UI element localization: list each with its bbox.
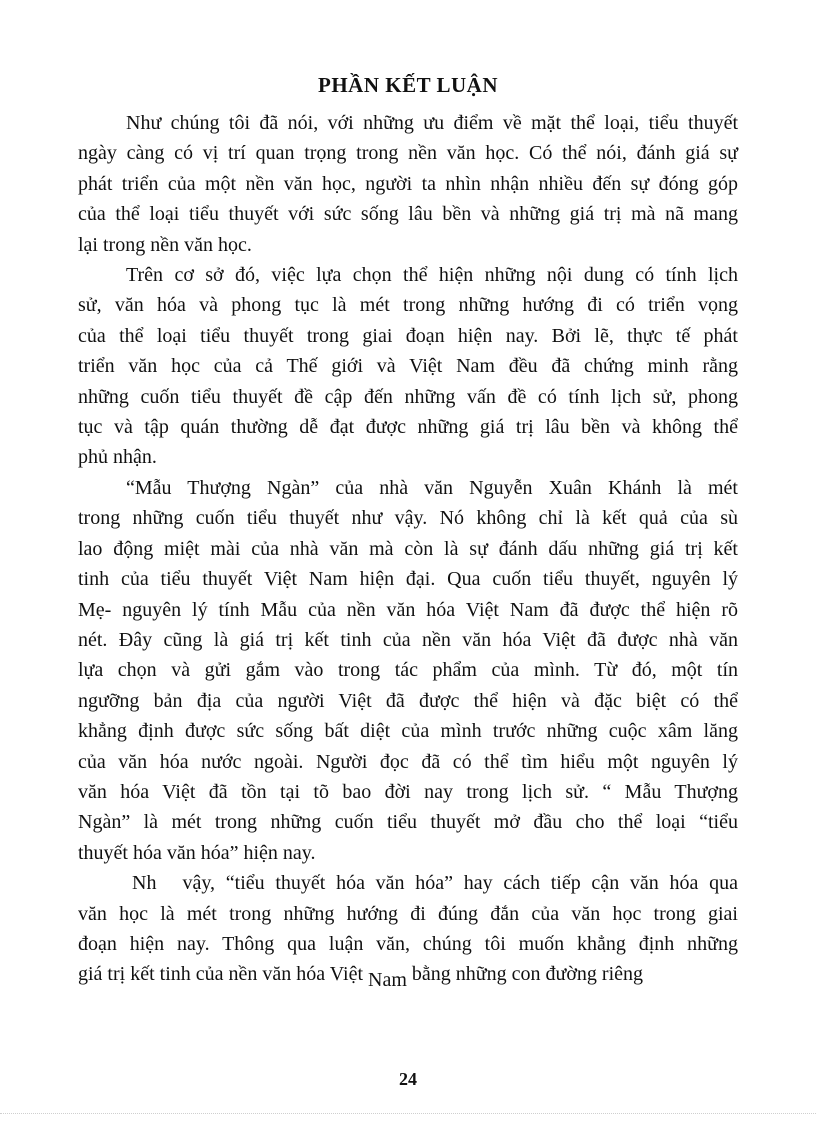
- text-line: lựa chọn và gửi gắm vào trong tác phẩm của mình. Từ đó, một tín: [78, 659, 738, 682]
- text-line: phát triển của một nền văn học, người ta nhìn nhận nhiều đến sự đóng góp: [78, 172, 738, 195]
- text-line: Như chúng tôi đã nói, với những ưu điểm về mặt thể loại, tiểu thuyết: [126, 112, 738, 134]
- text-line: văn hóa Việt đã tồn tại tõ bao đời nay trong lịch sử. “ Mẫu Thượng: [78, 780, 738, 803]
- text-line: “Mẫu Thượng Ngàn” của nhà văn Nguyễn Xuân Khánh là mét: [126, 476, 738, 499]
- text-line: khẳng định được sức sống bất diệt của mình trước những cuộc xâm lăng: [78, 720, 738, 743]
- text-line: sử, văn hóa và phong tục là mét trong những hướng đi có triển vọng: [78, 294, 738, 317]
- text-line: [78, 868, 738, 898]
- text-line: văn học là mét trong những hướng đi đúng đắn của văn học trong giai: [78, 902, 738, 925]
- text-line: của thể loại tiểu thuyết với sức sống lâu bền và những giá trị mà nã mang: [78, 203, 738, 226]
- last-line-end: bằng những con đường riêng: [411, 963, 644, 986]
- text-line: lao động miệt mài của nhà văn mà còn là sự đánh dấu những giá trị kết: [78, 537, 738, 560]
- text-line: những cuốn tiểu thuyết đề cập đến những vấn đề có tính lịch sử, phong: [78, 385, 738, 408]
- text-line: lại trong nền văn học.: [78, 233, 252, 256]
- text-line: ngày càng có vị trí quan trọng trong nền văn học. Có thể nói, đánh giá sự: [78, 142, 738, 165]
- page-bottom-divider: [0, 1113, 816, 1114]
- text-line: [78, 959, 738, 992]
- page-number: 24: [399, 1069, 417, 1089]
- text-line: tinh của tiểu thuyết Việt Nam hiện đại. Qua cuốn tiểu thuyết, nguyên lý: [78, 568, 738, 591]
- text-line: của văn hóa nước ngoài. Người đọc đã có thể tìm hiểu một nguyên lý: [78, 750, 738, 773]
- text-line: thuyết hóa văn hóa” hiện nay.: [78, 841, 316, 864]
- text-line: ngưỡng bản địa của người Việt đã được thể hiện và đặc biệt có thể: [78, 689, 738, 712]
- text-line: trong những cuốn tiểu thuyết như vậy. Nó không chỉ là kết quả của sù: [78, 507, 738, 530]
- text-line: triển văn học của cả Thế giới và Việt Nam đều đã chứng minh rằng: [78, 355, 738, 378]
- text-line: Ngàn” là mét trong những cuốn tiểu thuyết mở đầu cho thể loại “tiểu: [78, 811, 738, 834]
- paragraph-1: [78, 108, 738, 260]
- paragraph-2: [78, 260, 738, 473]
- text-line: phủ nhận.: [78, 446, 157, 469]
- text-line: đoạn hiện nay. Thông qua luận văn, chúng tôi muốn khẳng định những: [78, 932, 738, 955]
- paragraph-3: [78, 473, 738, 868]
- text-line: tục và tập quán thường dễ đạt được những giá trị lâu bền và không thể: [78, 416, 738, 439]
- text-line: Mẹ- nguyên lý tính Mẫu của nền văn hóa Việt Nam đã được thể hiện rõ: [78, 598, 738, 621]
- page-title: PHẦN KẾT LUẬN: [318, 73, 498, 97]
- text-line: nét. Đây cũng là giá trị kết tinh của nền văn hóa Việt đã được nhà văn: [78, 628, 738, 651]
- paragraph-4: [78, 868, 738, 990]
- text-line: của thể loại tiểu thuyết trong giai đoạn hiện nay. Bởi lẽ, thực tế phát: [78, 324, 738, 347]
- first-line-rest: vậy, “tiểu thuyết hóa văn hóa” hay cách tiếp cận văn hóa qua: [182, 872, 738, 895]
- first-word: Nh: [132, 872, 157, 895]
- subscript-word: Nam: [368, 969, 407, 992]
- last-line-start: giá trị kết tinh của nền văn hóa Việt: [78, 963, 364, 986]
- text-line: Trên cơ sở đó, việc lựa chọn thể hiện những nội dung có tính lịch: [126, 264, 738, 287]
- body-text: [78, 108, 738, 990]
